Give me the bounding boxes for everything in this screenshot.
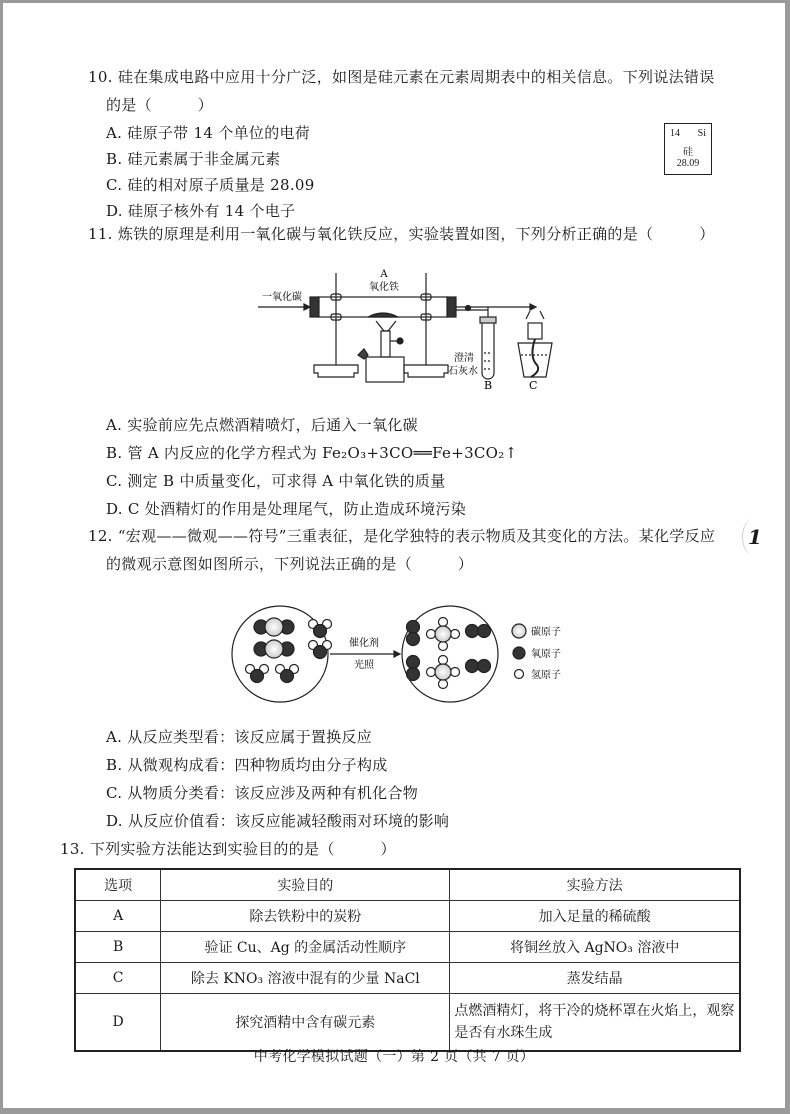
q11-option-d: D. C 处酒精灯的作用是处理尾气，防止造成环境污染 xyxy=(106,500,467,518)
q11-option-a: A. 实验前应先点燃酒精喷灯，后通入一氧化碳 xyxy=(106,416,418,434)
co2-molecule xyxy=(254,640,294,658)
o2-molecule xyxy=(407,656,420,681)
experiment-table xyxy=(74,868,741,1052)
condition-light: 光照 xyxy=(354,660,374,671)
row-option: D xyxy=(75,994,161,1052)
row-option: C xyxy=(75,963,161,994)
iron-smelting-apparatus-figure xyxy=(248,265,578,395)
legend-oxygen-label: 氧原子 xyxy=(531,649,561,660)
table-row xyxy=(75,963,740,994)
right-stand-base xyxy=(404,365,448,377)
iron-oxide-sample xyxy=(368,313,398,317)
row-method: 蒸发结晶 xyxy=(450,963,740,994)
co2-molecule xyxy=(254,618,294,636)
table-row xyxy=(75,932,740,963)
q10-option-d: D. 硅原子核外有 14 个电子 xyxy=(106,202,296,220)
h2o-molecule xyxy=(246,665,269,683)
lamp-neck xyxy=(528,323,542,339)
h2o-molecule xyxy=(276,665,299,683)
burner-tube xyxy=(381,331,390,357)
q10-option-b: B. 硅元素属于非金属元素 xyxy=(106,150,281,168)
row-purpose: 验证 Cu、Ag 的金属活动性顺序 xyxy=(161,932,450,963)
burner-flame-guard xyxy=(376,321,396,331)
inlet-label: 一氧化碳 xyxy=(262,292,302,303)
element-symbol: Si xyxy=(697,128,706,139)
ch4-molecule xyxy=(427,618,460,651)
header-option: 选项 xyxy=(75,869,161,901)
left-stand-base xyxy=(314,365,358,377)
atomic-number: 14 xyxy=(670,128,680,139)
o2-molecule xyxy=(466,625,491,638)
limewater-label-2: 石灰水 xyxy=(448,366,478,377)
burner-tank xyxy=(366,357,404,382)
row-option: B xyxy=(75,932,161,963)
row-purpose: 除去 KNO₃ 溶液中混有的少量 NaCl xyxy=(161,963,450,994)
row-option: A xyxy=(75,901,161,932)
header-method: 实验方法 xyxy=(450,869,740,901)
legend-carbon-label: 碳原子 xyxy=(531,627,561,638)
label-c: C xyxy=(529,379,538,392)
q12-option-b: B. 从微观构成看：四种物质均由分子构成 xyxy=(106,756,388,774)
test-tube-stopper xyxy=(480,317,496,323)
ch4-molecule xyxy=(427,656,460,689)
exam-page xyxy=(3,3,785,1108)
q12-stem-line1: 12. “宏观——微观——符号”三重表征，是化学独特的表示物质及其变化的方法。某化学反应 xyxy=(88,527,716,545)
reaction-micro-diagram xyxy=(228,598,598,713)
row-purpose: 探究酒精中含有碳元素 xyxy=(161,994,450,1052)
q11-option-b: B. 管 A 内反应的化学方程式为 Fe₂O₃+3CO══Fe+3CO₂↑ xyxy=(106,444,518,462)
q10-option-c: C. 硅的相对原子质量是 28.09 xyxy=(106,176,315,194)
tube-content-label: 氧化铁 xyxy=(369,282,399,293)
q12-option-a: A. 从反应类型看：该反应属于置换反应 xyxy=(106,728,373,746)
reaction-drawing xyxy=(228,598,598,713)
row-purpose: 除去铁粉中的炭粉 xyxy=(161,901,450,932)
legend-hydrogen-label: 氢原子 xyxy=(531,670,561,681)
q12-option-c: C. 从物质分类看：该反应涉及两种有机化合物 xyxy=(106,784,419,802)
products-circle xyxy=(402,606,498,702)
page-footer: 中考化学模拟试题（一）第 2 页（共 7 页） xyxy=(253,1049,535,1065)
q11-stem: 11. 炼铁的原理是利用一氧化碳与氧化铁反应，实验装置如图，下列分析正确的是（ ） xyxy=(88,225,715,243)
side-page-mark: 1 xyxy=(742,517,768,557)
legend-hydrogen-marker xyxy=(515,670,524,679)
inlet-arrowhead xyxy=(304,304,310,310)
alcohol-lamp-c xyxy=(518,343,552,377)
row-method: 加入足量的稀硫酸 xyxy=(450,901,740,932)
o2-molecule xyxy=(466,660,491,673)
q12-option-d: D. 从反应价值看：该反应能减轻酸雨对环境的影响 xyxy=(106,812,450,830)
test-tube-b xyxy=(482,323,494,379)
h2o-molecule xyxy=(309,620,332,638)
q10-stem-line1: 10. 硅在集成电路中应用十分广泛，如图是硅元素在元素周期表中的相关信息。下列说法错误 xyxy=(88,68,715,86)
legend-carbon-marker xyxy=(512,624,526,638)
condition-catalyst: 催化剂 xyxy=(349,638,379,649)
stopper-left xyxy=(310,297,319,317)
atomic-mass: 28.09 xyxy=(676,158,700,169)
legend-oxygen-marker xyxy=(513,647,525,659)
limewater-label-1: 澄清 xyxy=(454,353,474,364)
q10-option-a: A. 硅原子带 14 个单位的电荷 xyxy=(106,124,311,142)
tube-label-a: A xyxy=(380,269,388,280)
q10-stem-line2: 的是（ ） xyxy=(106,96,214,114)
row-method: 将铜丝放入 AgNO₃ 溶液中 xyxy=(450,932,740,963)
element-name: 硅 xyxy=(683,147,693,158)
row-method: 点燃酒精灯，将干冷的烧杯罩在火焰上，观察是否有水珠生成 xyxy=(450,994,740,1052)
q12-stem-line2: 的微观示意图如图所示，下列说法正确的是（ ） xyxy=(106,555,474,573)
table-row xyxy=(75,901,740,932)
apparatus-drawing xyxy=(248,265,578,395)
table-row xyxy=(75,994,740,1052)
periodic-element-card xyxy=(664,123,712,175)
o2-molecule xyxy=(407,621,420,646)
header-purpose: 实验目的 xyxy=(161,869,450,901)
table-header-row xyxy=(75,869,740,901)
q13-stem: 13. 下列实验方法能达到实验目的的是（ ） xyxy=(60,840,396,858)
q11-option-c: C. 测定 B 中质量变化，可求得 A 中氧化铁的质量 xyxy=(106,472,446,490)
stopper-right xyxy=(447,297,456,317)
label-b: B xyxy=(484,379,493,392)
